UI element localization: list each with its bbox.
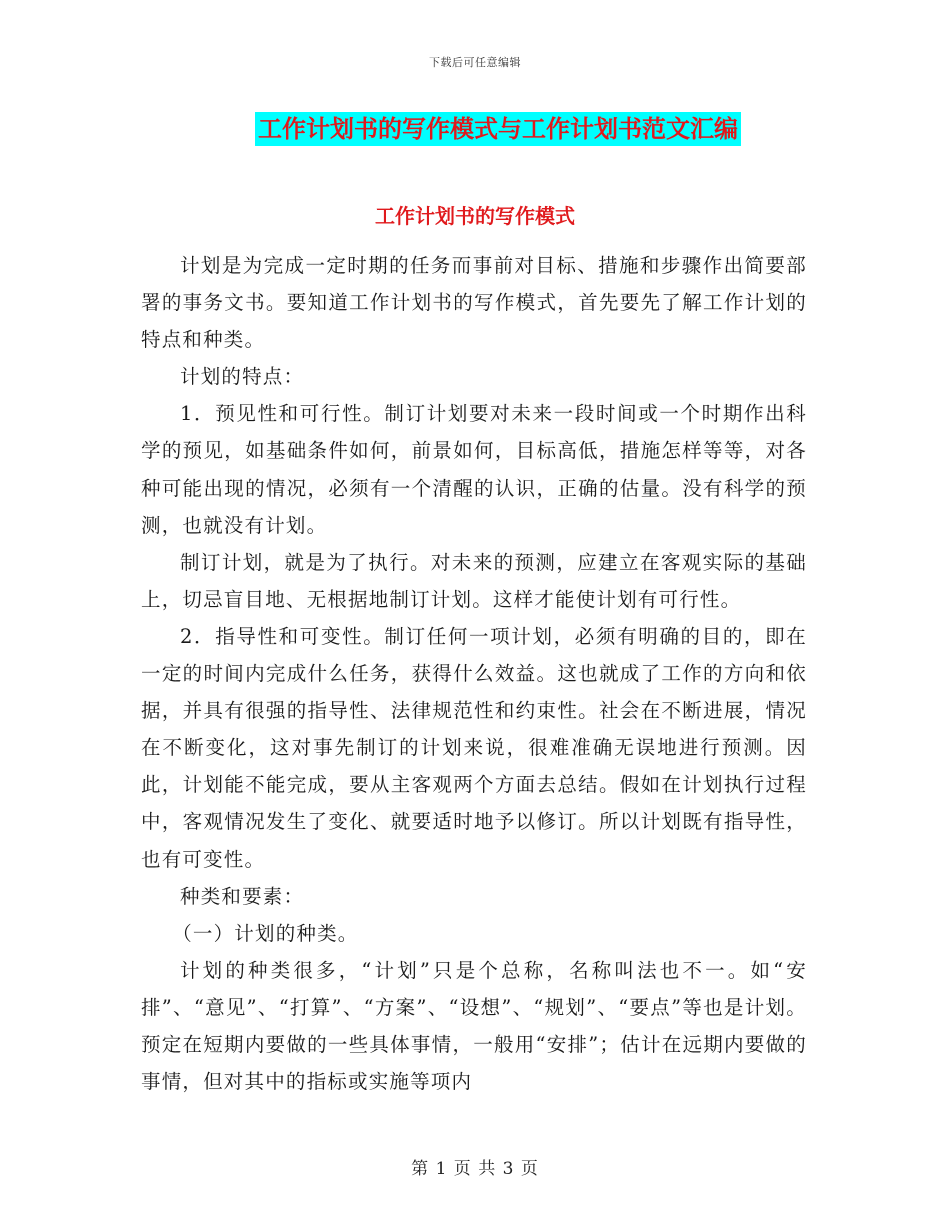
paragraph: 计划是为完成一定时期的任务而事前对目标、措施和步骤作出简要部署的事务文书。要知道工作计划书的写作模式，首先要先了解工作计划的特点和种类。 bbox=[141, 254, 807, 352]
paragraph: 种类和要素： bbox=[180, 884, 305, 908]
paragraph: （一）计划的种类。 bbox=[172, 921, 359, 945]
document-title: 工作计划书的写作模式与工作计划书范文汇编 bbox=[255, 112, 741, 146]
document-body bbox=[141, 247, 807, 1100]
page-footer: 第 1 页 共 3 页 bbox=[411, 1159, 539, 1179]
paragraph: 2．指导性和可变性。制订任何一项计划，必须有明确的目的，即在一定的时间内完成什么任务，获得什么效益。这也就成了工作的方向和依据，并具有很强的指导性、法律规范性和约束性。社会在不断进展，情况在不断变化，这对事先制订的计划来说，很难准确无误地进行预测。因此，计划能不能完成，要从主客观两个方面去总结。假如在计划执行过程中，客观情况发生了变化、就要适时地予以修订。所以计划既有指导性，也有可变性。 bbox=[141, 624, 807, 871]
document-title-container bbox=[0, 112, 950, 146]
paragraph: 1．预见性和可行性。制订计划要对未来一段时间或一个时期作出科学的预见，如基础条件如何，前景如何，目标高低，措施怎样等等，对各种可能出现的情况，必须有一个清醒的认识，正确的估量。没有科学的预测，也就没有计划。 bbox=[141, 402, 807, 537]
paragraph: 制订计划，就是为了执行。对未来的预测，应建立在客观实际的基础上，切忌盲目地、无根据地制订计划。这样才能使计划有可行性。 bbox=[141, 550, 807, 611]
section-title: 工作计划书的写作模式 bbox=[375, 204, 575, 228]
paragraph: 计划的特点： bbox=[180, 365, 305, 389]
paragraph: 计划的种类很多，“计划”只是个总称，名称叫法也不一。如“安排”、“意见”、“打算”、“方案”、“设想”、“规划”、“要点”等也是计划。预定在短期内要做的一些具体事情，一般用“安排”；估计在远期内要做的事情，但对其中的指标或实施等项内 bbox=[141, 958, 807, 1094]
header-note: 下载后可任意编辑 bbox=[429, 56, 521, 69]
